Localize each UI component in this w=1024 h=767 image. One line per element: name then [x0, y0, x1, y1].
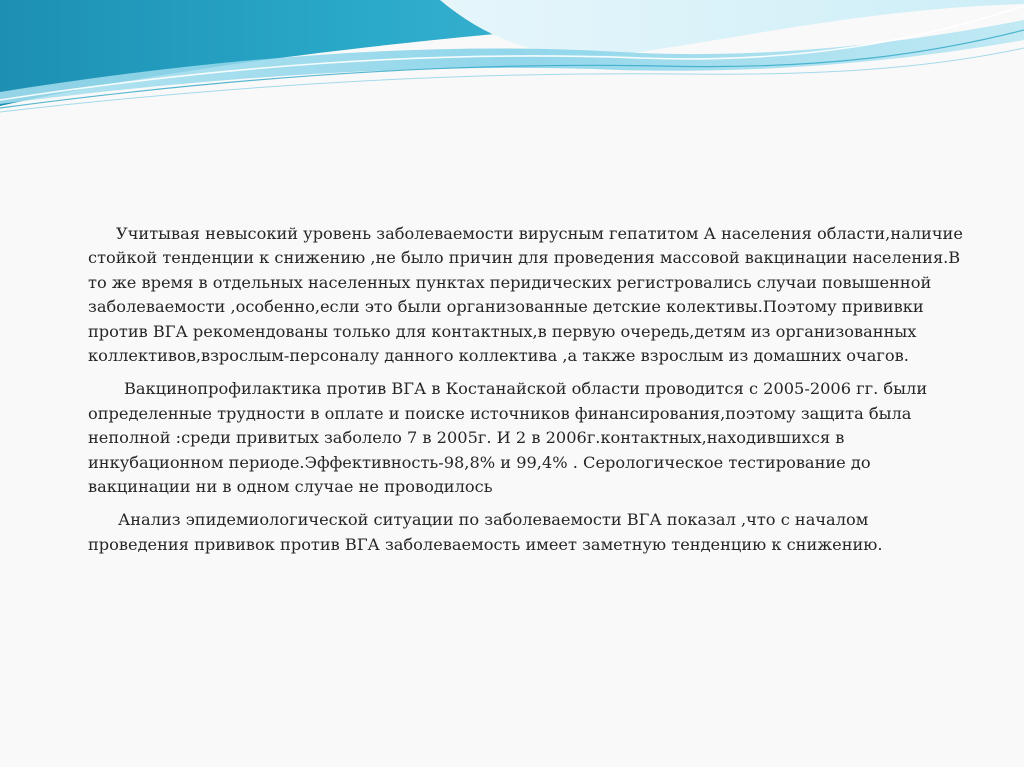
- paragraph-2: Вакцинопрофилактика против ВГА в Костанайской области проводится с 2005-2006 гг. были определенные трудности в оплате и поиске источников финансирования,поэтому защита была неполной :среди привитых заболело 7 в 2005г. И 2 в 2006г.контактных,находившихся в инкубационном периоде.Эффективность-98,8% и 99,4% . Серологическое тестирование до вакцинации ни в одном случае не проводилось: [88, 379, 928, 497]
- paragraph-1: Учитывая невысокий уровень заболеваемости вирусным гепатитом А населения области,наличие стойкой тенденции к снижению ,не было причин для проведения массовой вакцинации населения.В то же время в отдельных населенных пунктах перидических регистровались случаи повышенной заболеваемости ,особенно,если это были организованные детские колективы.Поэтому прививки против ВГА рекомендованы только для контактных,в первую очередь,детям из организованных коллективов,взрослым-персоналу данного коллектива ,а также взрослым из домашних очагов.: [88, 224, 963, 366]
- content-text-block: [88, 222, 968, 566]
- header-wave-decoration: [0, 0, 1024, 120]
- paragraph-3: Анализ эпидемиологической ситуации по заболеваемости ВГА показал ,что с началом проведения прививок против ВГА заболеваемость имеет заметную тенденцию к снижению.: [88, 510, 883, 554]
